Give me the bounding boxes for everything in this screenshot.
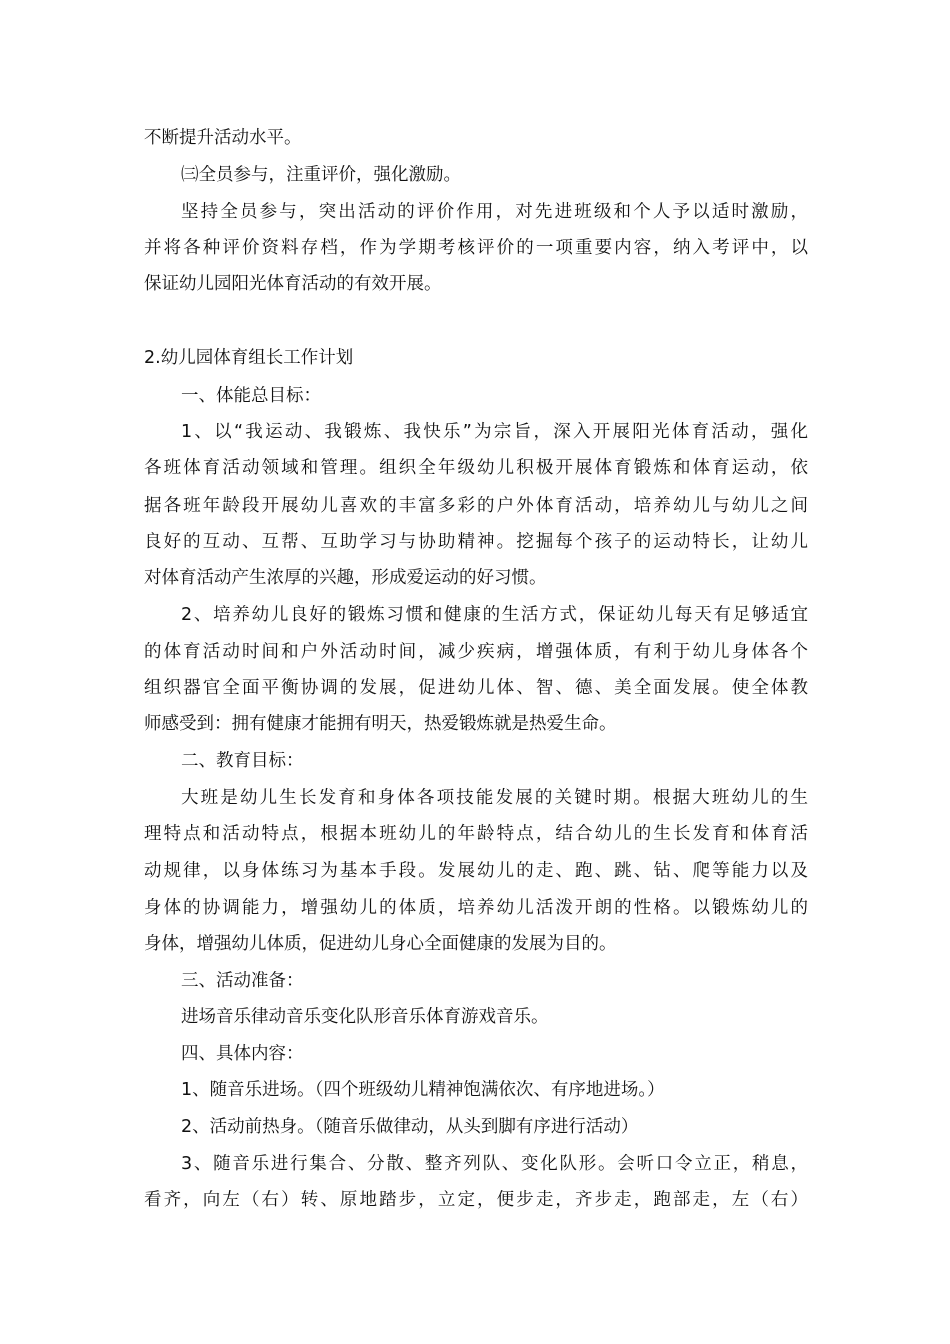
list-item: 2、活动前热身。（随音乐做律动，从头到脚有序进行活动） — [181, 1117, 639, 1137]
paragraph-line: 保证幼儿园阳光体育活动的有效开展。 — [144, 274, 442, 294]
heading-content: 四、具体内容： — [181, 1044, 304, 1064]
paragraph-line: 各班体育活动领域和管理。组织全年级幼儿积极开展体育锻炼和体育运动，依 — [144, 458, 808, 478]
paragraph-line: 身体，增强幼儿体质，促进幼儿身心全面健康的发展为目的。 — [144, 934, 617, 954]
section-title: 2.幼儿园体育组长工作计划 — [144, 348, 354, 368]
heading-education-goals: 二、教育目标： — [181, 751, 304, 771]
paragraph-line: 对体育活动产生浓厚的兴趣，形成爱运动的好习惯。 — [144, 568, 547, 588]
paragraph-line: 并将各种评价资料存档，作为学期考核评价的一项重要内容，纳入考评中，以 — [144, 238, 808, 258]
paragraph-line: 2、培养幼儿良好的锻炼习惯和健康的生活方式，保证幼儿每天有足够适宜 — [181, 605, 808, 625]
paragraph-line: 理特点和活动特点，根据本班幼儿的年龄特点，结合幼儿的生长发育和体育活 — [144, 824, 808, 844]
subheading-participation: ㈢全员参与，注重评价，强化激励。 — [181, 165, 461, 185]
paragraph-line: 良好的互动、互帮、互助学习与协助精神。挖掘每个孩子的运动特长，让幼儿 — [144, 532, 808, 552]
paragraph-line: 大班是幼儿生长发育和身体各项技能发展的关键时期。根据大班幼儿的生 — [181, 788, 808, 808]
paragraph-line: 据各班年龄段开展幼儿喜欢的丰富多彩的户外体育活动，培养幼儿与幼儿之间 — [144, 496, 808, 516]
paragraph-line: 组织器官全面平衡协调的发展，促进幼儿体、智、德、美全面发展。使全体教 — [144, 678, 808, 698]
paragraph-line: 的体育活动时间和户外活动时间，减少疾病，增强体质，有利于幼儿身体各个 — [144, 642, 808, 662]
paragraph-line: 身体的协调能力，增强幼儿的体质，培养幼儿活泼开朗的性格。以锻炼幼儿的 — [144, 898, 808, 918]
paragraph-line: 坚持全员参与，突出活动的评价作用，对先进班级和个人予以适时激励， — [181, 202, 808, 222]
heading-preparation: 三、活动准备： — [181, 971, 304, 991]
paragraph-line: 1、以“我运动、我锻炼、我快乐”为宗旨，深入开展阳光体育活动，强化 — [181, 422, 808, 442]
paragraph-line: 看齐，向左（右）转、原地踏步，立定，便步走，齐步走，跑部走，左（右） — [144, 1190, 808, 1210]
heading-physical-goals: 一、体能总目标： — [181, 386, 321, 406]
paragraph-line: 师感受到：拥有健康才能拥有明天，热爱锻炼就是热爱生命。 — [144, 714, 617, 734]
paragraph-line: 不断提升活动水平。 — [144, 128, 302, 148]
paragraph-line: 动规律，以身体练习为基本手段。发展幼儿的走、跑、跳、钻、爬等能力以及 — [144, 861, 808, 881]
list-item: 3、随音乐进行集合、分散、整齐列队、变化队形。会听口令立正，稍息， — [181, 1154, 808, 1174]
list-item: 1、随音乐进场。（四个班级幼儿精神饱满依次、有序地进场。） — [181, 1080, 665, 1100]
paragraph-line: 进场音乐律动音乐变化队形音乐体育游戏音乐。 — [181, 1007, 549, 1027]
